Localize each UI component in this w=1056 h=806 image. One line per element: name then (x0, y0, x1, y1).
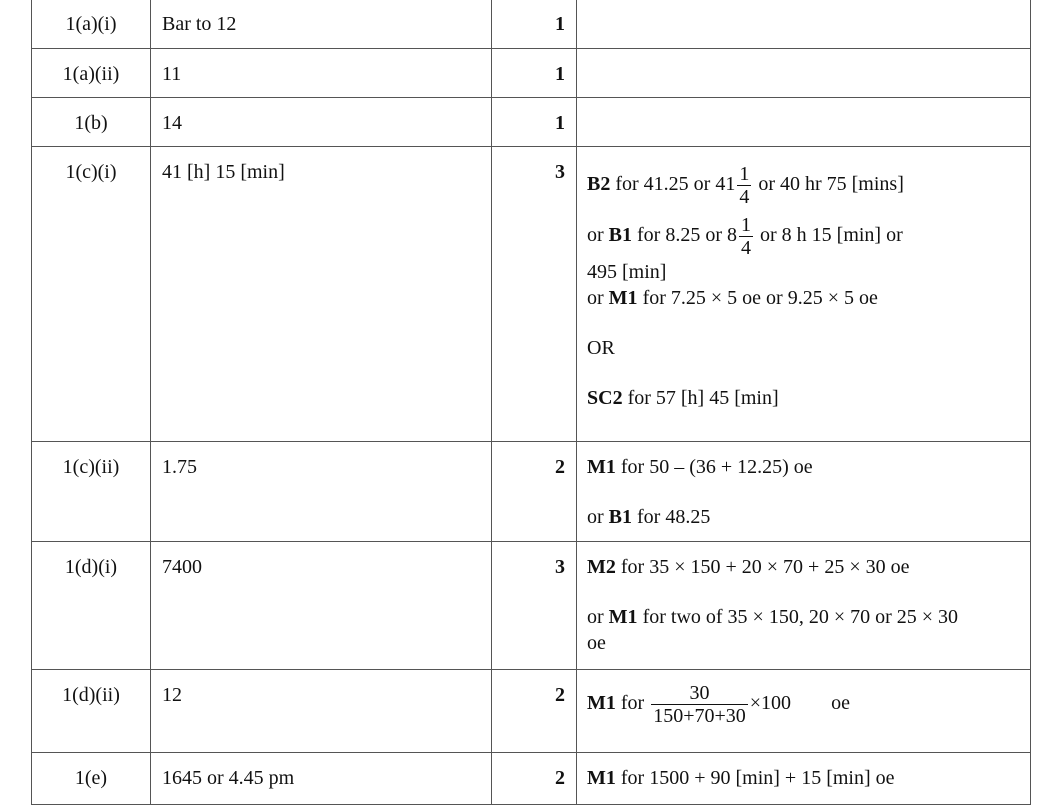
fraction-numerator: 1 (741, 214, 751, 236)
guidance-text: for (615, 692, 650, 715)
guidance-text: for 41.25 or 41 (610, 173, 736, 196)
question-cell: 1(c)(i) (32, 147, 151, 442)
fraction (737, 163, 751, 208)
mark-code: M1 (587, 456, 616, 478)
table-row (32, 98, 1031, 147)
guidance-text: for 7.25 × 5 oe or 9.25 × 5 oe (637, 287, 878, 309)
table-row (32, 542, 1031, 670)
mark-code: M1 (608, 606, 638, 628)
answer-cell: 7400 (151, 542, 492, 670)
question-cell: 1(d)(ii) (32, 670, 151, 753)
guidance-cell (577, 147, 1031, 442)
guidance-cell (577, 0, 1031, 49)
fraction-numerator: 1 (739, 163, 750, 185)
guidance-line: 495 [min] (587, 261, 667, 283)
guidance-line (587, 504, 1022, 530)
guidance-text: for 50 – (36 + 12.25) oe (615, 456, 813, 478)
guidance-text: or 8 h 15 [min] or (755, 224, 903, 247)
guidance-cell (577, 442, 1031, 542)
guidance-line (587, 604, 1022, 630)
table-row (32, 0, 1031, 49)
marks-cell: 1 (492, 0, 577, 49)
question-cell: 1(a)(ii) (32, 49, 151, 98)
question-cell: 1(a)(i) (32, 0, 151, 49)
table-row (32, 442, 1031, 542)
fraction-denominator: 4 (741, 237, 751, 259)
table-row (32, 49, 1031, 98)
guidance-cell (577, 670, 1031, 753)
mark-code: M1 (608, 287, 638, 309)
guidance-text: or (587, 606, 609, 628)
guidance-line (587, 163, 1022, 208)
marks-cell: 2 (492, 753, 577, 805)
guidance-line: oe (587, 632, 606, 654)
fraction (739, 214, 753, 259)
marks-cell: 2 (492, 670, 577, 753)
mark-code: M1 (587, 767, 616, 789)
answer-cell: 1.75 (151, 442, 492, 542)
guidance-text: or (587, 506, 609, 528)
guidance-cell (577, 542, 1031, 670)
marks-cell: 3 (492, 542, 577, 670)
table-row (32, 753, 1031, 805)
answer-cell: 1645 or 4.45 pm (151, 753, 492, 805)
fraction-denominator: 150+70+30 (653, 705, 746, 727)
marks-cell: 3 (492, 147, 577, 442)
guidance-line (587, 385, 1022, 411)
guidance-line (587, 214, 1022, 259)
guidance-text: for 57 [h] 45 [min] (622, 387, 779, 409)
mark-code: B1 (608, 506, 633, 528)
mark-code: B2 (587, 173, 611, 196)
answer-cell: 14 (151, 98, 492, 147)
guidance-line (587, 554, 1022, 580)
guidance-line (587, 765, 1022, 791)
guidance-text: for 1500 + 90 [min] + 15 [min] oe (615, 767, 895, 789)
guidance-text: oe (831, 692, 850, 715)
guidance-line (587, 285, 1022, 311)
mark-scheme-table (31, 0, 1031, 805)
question-cell: 1(b) (32, 98, 151, 147)
answer-cell: 11 (151, 49, 492, 98)
guidance-text: or (587, 224, 609, 247)
question-cell: 1(e) (32, 753, 151, 805)
guidance-text: for 8.25 or 8 (632, 224, 737, 247)
mark-code: SC2 (587, 387, 623, 409)
table-row (32, 147, 1031, 442)
marks-cell: 1 (492, 98, 577, 147)
fraction-numerator: 30 (651, 682, 748, 705)
guidance-text: or 40 hr 75 [mins] (753, 173, 904, 196)
marks-cell: 1 (492, 49, 577, 98)
guidance-text: for 48.25 (632, 506, 711, 528)
answer-cell: 41 [h] 15 [min] (151, 147, 492, 442)
guidance-text: or (587, 287, 609, 309)
question-cell: 1(c)(ii) (32, 442, 151, 542)
fraction-denominator: 4 (739, 186, 750, 208)
answer-cell: Bar to 12 (151, 0, 492, 49)
guidance-text: for two of 35 × 150, 20 × 70 or 25 × 30 (637, 606, 959, 628)
guidance-text: ×100 (749, 692, 792, 715)
guidance-cell (577, 753, 1031, 805)
guidance-cell (577, 98, 1031, 147)
table-row (32, 670, 1031, 753)
guidance-line: OR (587, 337, 615, 359)
guidance-cell (577, 49, 1031, 98)
mark-code: B1 (608, 224, 633, 247)
mark-code: M2 (587, 556, 616, 578)
answer-cell: 12 (151, 670, 492, 753)
fraction (651, 682, 748, 727)
question-cell: 1(d)(i) (32, 542, 151, 670)
guidance-line (587, 682, 1022, 727)
mark-code: M1 (587, 692, 616, 715)
guidance-line (587, 454, 1022, 480)
marks-cell: 2 (492, 442, 577, 542)
guidance-text: for 35 × 150 + 20 × 70 + 25 × 30 oe (615, 556, 910, 578)
